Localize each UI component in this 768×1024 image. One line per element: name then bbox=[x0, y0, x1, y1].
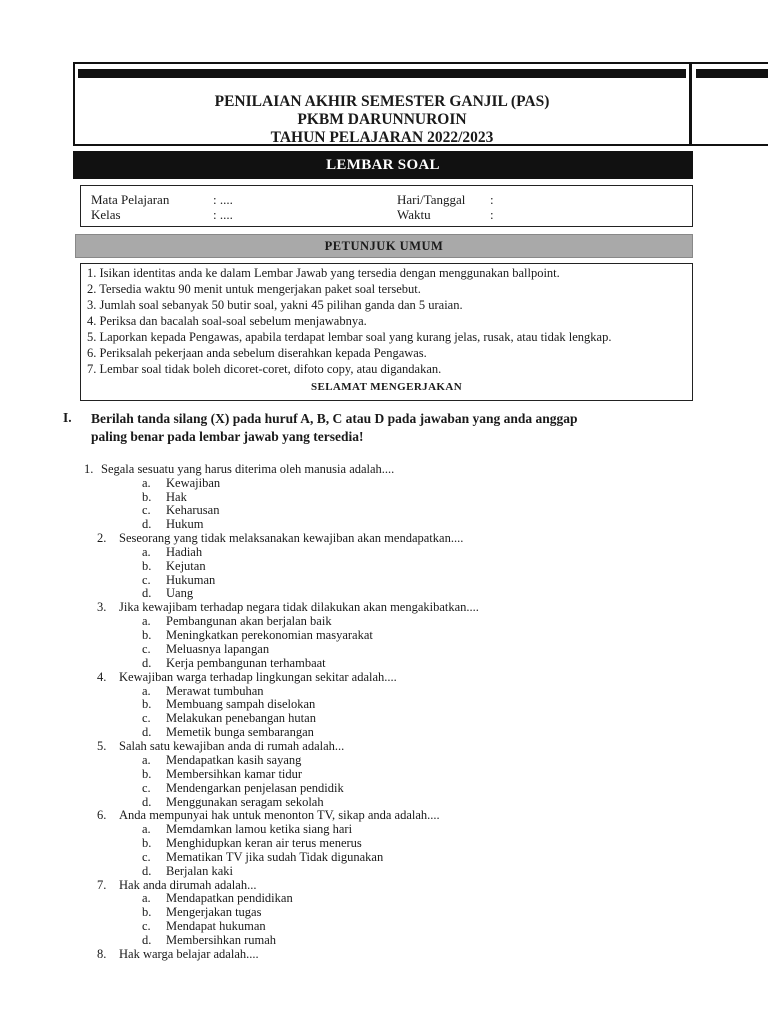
option-letter: b. bbox=[142, 836, 152, 850]
option-letter: d. bbox=[142, 795, 152, 809]
instruction-item: 1. Isikan identitas anda ke dalam Lembar Jawab yang tersedia dengan menggunakan ballpoint. bbox=[87, 266, 560, 280]
option-letter: a. bbox=[142, 545, 151, 559]
question-text: Jika kewajibam terhadap negara tidak dilakukan akan mengakibatkan.... bbox=[119, 600, 479, 614]
kelas-label: Kelas bbox=[91, 207, 121, 222]
option-letter: b. bbox=[142, 697, 152, 711]
question-text: Hak warga belajar adalah.... bbox=[119, 947, 259, 961]
option-letter: d. bbox=[142, 517, 152, 531]
instruction-item: 3. Jumlah soal sebanyak 50 butir soal, yakni 45 pilihan ganda dan 5 uraian. bbox=[87, 298, 463, 312]
option-text: Menghidupkan keran air terus menerus bbox=[166, 836, 362, 850]
option-text: Mendengarkan penjelasan pendidik bbox=[166, 781, 344, 795]
option-letter: c. bbox=[142, 850, 151, 864]
question-number: 2. bbox=[97, 531, 107, 545]
option-text: Mengerjakan tugas bbox=[166, 905, 262, 919]
option-letter: a. bbox=[142, 476, 151, 490]
option-letter: a. bbox=[142, 753, 151, 767]
waktu-label: Waktu bbox=[397, 207, 431, 222]
side-decor-bar bbox=[696, 69, 768, 78]
identity-box bbox=[80, 185, 693, 227]
option-text: Menggunakan seragam sekolah bbox=[166, 795, 324, 809]
option-letter: b. bbox=[142, 628, 152, 642]
option-text: Meningkatkan perekonomian masyarakat bbox=[166, 628, 373, 642]
option-letter: d. bbox=[142, 656, 152, 670]
option-letter: b. bbox=[142, 905, 152, 919]
instruction-item: 6. Periksalah pekerjaan anda sebelum diserahkan kepada Pengawas. bbox=[87, 346, 427, 360]
question-text: Kewajiban warga terhadap lingkungan sekitar adalah.... bbox=[119, 670, 397, 684]
option-letter: c. bbox=[142, 573, 151, 587]
option-letter: a. bbox=[142, 891, 151, 905]
option-text: Mematikan TV jika sudah Tidak digunakan bbox=[166, 850, 384, 864]
option-text: Merawat tumbuhan bbox=[166, 684, 264, 698]
question-text: Salah satu kewajiban anda di rumah adalah... bbox=[119, 739, 345, 753]
question-text: Anda mempunyai hak untuk menonton TV, sikap anda adalah.... bbox=[119, 808, 440, 822]
question-number: 4. bbox=[97, 670, 107, 684]
question-number: 5. bbox=[97, 739, 107, 753]
petunjuk-umum-header: PETUNJUK UMUM bbox=[75, 234, 693, 258]
option-text: Memdamkan lamou ketika siang hari bbox=[166, 822, 353, 836]
question-number: 3. bbox=[97, 600, 107, 614]
lembar-soal-banner: LEMBAR SOAL bbox=[73, 151, 693, 179]
academic-year: TAHUN PELAJARAN 2022/2023 bbox=[270, 129, 494, 146]
option-letter: a. bbox=[142, 614, 151, 628]
waktu-value: : bbox=[490, 207, 494, 222]
option-text: Meluasnya lapangan bbox=[166, 642, 270, 656]
option-text: Memetik bunga sembarangan bbox=[166, 725, 314, 739]
hari-tanggal-value: : bbox=[490, 192, 494, 207]
option-text: Membersihkan kamar tidur bbox=[166, 767, 303, 781]
section-instruction-line1: Berilah tanda silang (X) pada huruf A, B, C atau D pada jawaban yang anda anggap bbox=[91, 411, 578, 426]
option-text: Hukum bbox=[166, 517, 204, 531]
option-letter: d. bbox=[142, 725, 152, 739]
section-instruction-line2: paling benar pada lembar jawab yang tersedia! bbox=[91, 429, 364, 444]
option-letter: b. bbox=[142, 559, 152, 573]
option-text: Kejutan bbox=[166, 559, 206, 573]
question-text: Seseorang yang tidak melaksanakan kewajiban akan mendapatkan.... bbox=[119, 531, 464, 545]
option-letter: c. bbox=[142, 919, 151, 933]
mata-pelajaran-value: : .... bbox=[213, 192, 233, 207]
mata-pelajaran-label: Mata Pelajaran bbox=[91, 192, 170, 207]
question-number: 1. bbox=[84, 462, 94, 476]
question-text: Hak anda dirumah adalah... bbox=[119, 878, 257, 892]
option-text: Hadiah bbox=[166, 545, 203, 559]
instruction-item: 7. Lembar soal tidak boleh dicoret-coret, difoto copy, atau digandakan. bbox=[87, 362, 442, 376]
option-letter: a. bbox=[142, 684, 151, 698]
option-text: Kewajiban bbox=[166, 476, 221, 490]
institution-name: PKBM DARUNNUROIN bbox=[297, 111, 467, 128]
option-text: Membuang sampah diselokan bbox=[166, 697, 316, 711]
hari-tanggal-label: Hari/Tanggal bbox=[397, 192, 466, 207]
option-letter: c. bbox=[142, 503, 151, 517]
exam-title: PENILAIAN AKHIR SEMESTER GANJIL (PAS) bbox=[214, 93, 550, 110]
section-number: I. bbox=[63, 410, 72, 425]
option-text: Kerja pembangunan terhambaat bbox=[166, 656, 326, 670]
instruction-item: 2. Tersedia waktu 90 menit untuk mengerjakan paket soal tersebut. bbox=[87, 282, 421, 296]
option-text: Melakukan penebangan hutan bbox=[166, 711, 316, 725]
header-decor-bar bbox=[78, 69, 686, 78]
option-letter: c. bbox=[142, 642, 151, 656]
question-number: 6. bbox=[97, 808, 107, 822]
option-text: Membersihkan rumah bbox=[166, 933, 277, 947]
option-text: Berjalan kaki bbox=[166, 864, 233, 878]
option-letter: d. bbox=[142, 864, 152, 878]
option-letter: b. bbox=[142, 767, 152, 781]
question-number: 7. bbox=[97, 878, 107, 892]
option-text: Hak bbox=[166, 490, 187, 504]
option-text: Mendapatkan kasih sayang bbox=[166, 753, 302, 767]
option-text: Keharusan bbox=[166, 503, 220, 517]
option-letter: d. bbox=[142, 933, 152, 947]
selamat-mengerjakan: SELAMAT MENGERJAKAN bbox=[310, 381, 463, 393]
instruction-item: 4. Periksa dan bacalah soal-soal sebelum menjawabnya. bbox=[87, 314, 367, 328]
option-letter: a. bbox=[142, 822, 151, 836]
kelas-value: : .... bbox=[213, 207, 233, 222]
option-text: Mendapat hukuman bbox=[166, 919, 266, 933]
option-letter: d. bbox=[142, 586, 152, 600]
option-text: Uang bbox=[166, 586, 194, 600]
option-letter: c. bbox=[142, 781, 151, 795]
question-text: Segala sesuatu yang harus diterima oleh manusia adalah.... bbox=[101, 462, 395, 476]
option-text: Mendapatkan pendidikan bbox=[166, 891, 293, 905]
option-letter: b. bbox=[142, 490, 152, 504]
option-text: Pembangunan akan berjalan baik bbox=[166, 614, 332, 628]
instruction-item: 5. Laporkan kepada Pengawas, apabila terdapat lembar soal yang kurang jelas, rusak, atau tidak lengkap. bbox=[87, 330, 612, 344]
option-letter: c. bbox=[142, 711, 151, 725]
question-number: 8. bbox=[97, 947, 107, 961]
option-text: Hukuman bbox=[166, 573, 216, 587]
